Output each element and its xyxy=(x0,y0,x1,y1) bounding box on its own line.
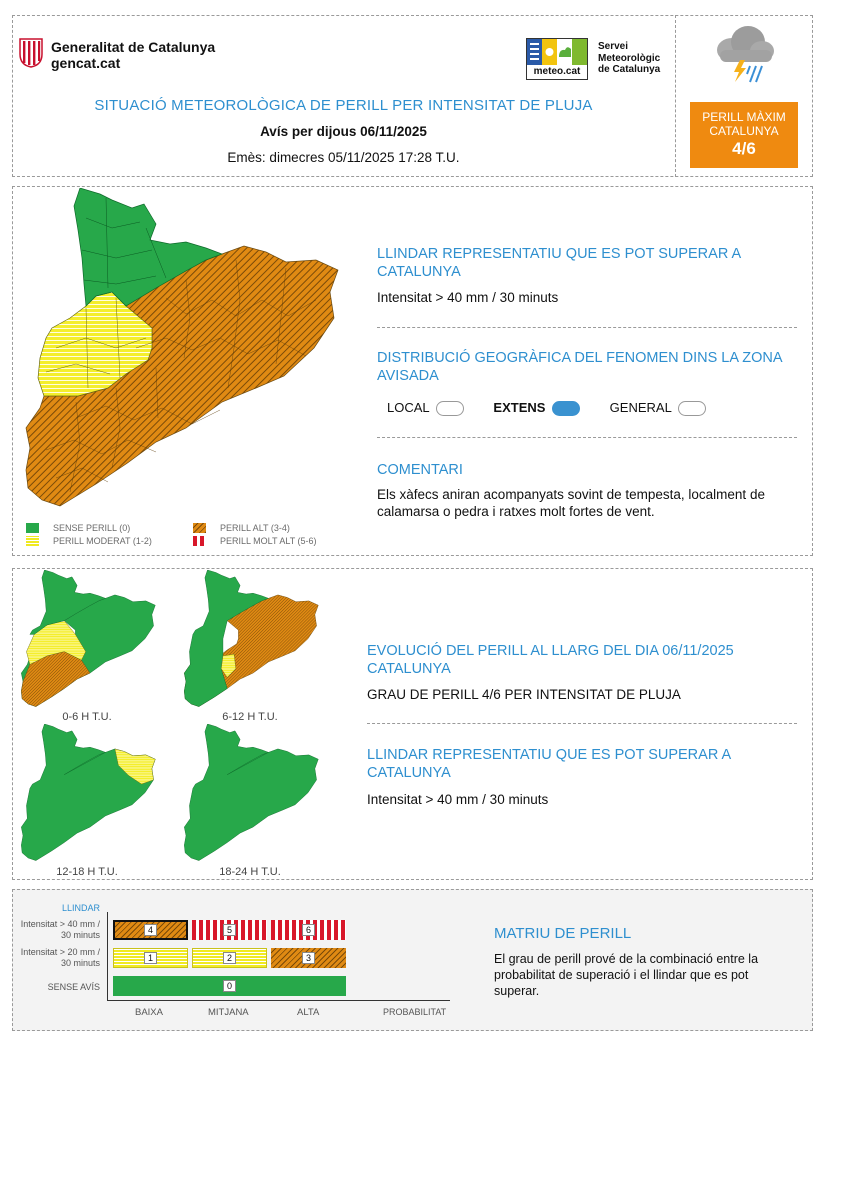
page-subtitle: Avís per dijous 06/11/2025 xyxy=(260,124,427,139)
generalitat-logo-icon xyxy=(19,38,43,68)
smc-name-line: Servei xyxy=(598,41,629,52)
legend-label: PERILL MOLT ALT (5-6) xyxy=(220,536,317,546)
issued-date: Emès: dimecres 05/11/2025 17:28 T.U. xyxy=(227,150,460,165)
matrix-row-label: Intensitat > 20 mm / 30 minuts xyxy=(20,947,100,968)
matrix-y-axis-title: LLINDAR xyxy=(62,903,101,913)
header-divider xyxy=(675,15,676,177)
matrix-y-axis xyxy=(107,912,108,1000)
evolution-text: GRAU DE PERILL 4/6 PER INTENSITAT DE PLUJA xyxy=(367,687,681,702)
matrix-cell-value: 6 xyxy=(302,924,315,936)
legend-label: PERILL MODERAT (1-2) xyxy=(53,536,152,546)
legend-swatch-red xyxy=(193,536,206,546)
threshold-text: Intensitat > 40 mm / 30 minuts xyxy=(377,290,559,305)
gencat-name: Generalitat de Catalunya xyxy=(51,39,216,55)
meteo-logo-icon xyxy=(527,39,587,65)
matrix-row-label: SENSE AVÍS xyxy=(47,982,100,992)
matrix-cell-value: 4 xyxy=(144,924,157,936)
evolution-map-12-18 xyxy=(17,724,157,864)
distribution-options xyxy=(387,400,706,416)
matrix-cell xyxy=(192,920,267,940)
matrix-x-label: BAIXA xyxy=(135,1007,163,1018)
max-hazard-label: PERILL MÀXIM xyxy=(702,110,786,124)
option-general[interactable] xyxy=(610,400,706,415)
matrix-cell xyxy=(113,976,346,996)
legend-label: PERILL ALT (3-4) xyxy=(220,523,290,533)
matrix-cell xyxy=(113,948,188,968)
meteo-logo-text: meteo.cat xyxy=(533,66,581,77)
evolution-map-0-6 xyxy=(17,570,157,710)
max-hazard-value: 4/6 xyxy=(732,139,756,158)
legend-swatch-orange xyxy=(193,523,206,533)
legend-swatch-green xyxy=(26,523,39,533)
matrix-text: El grau de perill prové de la combinació entre la probabilitat de superació i el llindar que es pot superar. xyxy=(494,952,759,998)
matrix-cell-value: 5 xyxy=(223,924,236,936)
evolution-threshold-heading: LLINDAR REPRESENTATIU QUE ES POT SUPERAR A CATALUNYA xyxy=(367,747,731,781)
matrix-cell-value: 3 xyxy=(302,952,315,964)
matrix-x-label: MITJANA xyxy=(208,1007,249,1018)
matrix-cell xyxy=(271,948,346,968)
evolution-map-18-24 xyxy=(180,724,320,864)
matrix-heading: MATRIU DE PERILL xyxy=(494,925,632,942)
legend-swatch-yellow xyxy=(26,536,39,546)
toggle-general[interactable] xyxy=(678,401,706,416)
evolution-map-label: 18-24 H T.U. xyxy=(219,866,281,878)
evolution-map-6-12 xyxy=(180,570,320,710)
matrix-x-label: ALTA xyxy=(297,1007,320,1018)
matrix-cell xyxy=(271,920,346,940)
max-hazard-box xyxy=(690,102,798,168)
matrix-cell-value: 1 xyxy=(144,952,157,964)
matrix-cell xyxy=(192,948,267,968)
matrix-cell-value: 2 xyxy=(223,952,236,964)
gencat-url[interactable]: gencat.cat xyxy=(51,55,121,71)
distribution-heading: DISTRIBUCIÓ GEOGRÀFICA DEL FENOMEN DINS LA ZONA AVISADA xyxy=(377,350,782,384)
matrix-cell-value: 0 xyxy=(223,980,236,992)
matrix-cell xyxy=(113,920,188,940)
toggle-local[interactable] xyxy=(436,401,464,416)
option-label: GENERAL xyxy=(609,400,672,415)
threshold-heading: LLINDAR REPRESENTATIU QUE ES POT SUPERAR A CATALUNYA xyxy=(377,246,741,280)
option-label: LOCAL xyxy=(387,400,430,415)
matrix-x-axis xyxy=(107,1000,450,1001)
evolution-heading: EVOLUCIÓ DEL PERILL AL LLARG DEL DIA 06/11/2025 CATALUNYA xyxy=(367,643,734,677)
option-local[interactable] xyxy=(387,400,467,415)
storm-rain-icon xyxy=(710,22,776,84)
catalonia-hazard-map xyxy=(16,188,342,514)
smc-name-line: Meteorològic xyxy=(598,52,661,64)
page-title: SITUACIÓ METEOROLÒGICA DE PERILL PER INTENSITAT DE PLUJA xyxy=(94,97,593,114)
legend-label: SENSE PERILL (0) xyxy=(53,523,131,533)
evolution-map-label: 0-6 H T.U. xyxy=(62,711,112,723)
matrix-row-label: Intensitat > 40 mm / 30 minuts xyxy=(20,919,100,940)
meteo-cat-logo xyxy=(526,38,588,80)
evolution-threshold-text: Intensitat > 40 mm / 30 minuts xyxy=(367,792,549,807)
max-hazard-region: CATALUNYA xyxy=(709,124,779,138)
smc-name xyxy=(598,41,660,76)
section-divider xyxy=(367,723,797,724)
evolution-map-label: 6-12 H T.U. xyxy=(222,711,278,723)
comment-heading: COMENTARI xyxy=(377,462,463,478)
smc-name-line: de Catalunya xyxy=(598,64,661,75)
section-divider xyxy=(377,437,797,438)
toggle-extens[interactable] xyxy=(552,401,580,416)
section-divider xyxy=(377,327,797,328)
option-extens[interactable] xyxy=(493,400,583,415)
evolution-map-label: 12-18 H T.U. xyxy=(56,866,118,878)
matrix-x-axis-title: PROBABILITAT xyxy=(383,1007,447,1017)
option-label: EXTENS xyxy=(493,400,546,415)
comment-text: Els xàfecs aniran acompanyats sovint de tempesta, localment de calamarsa o pedra i ratxes molt fortes de vent. xyxy=(377,487,765,519)
